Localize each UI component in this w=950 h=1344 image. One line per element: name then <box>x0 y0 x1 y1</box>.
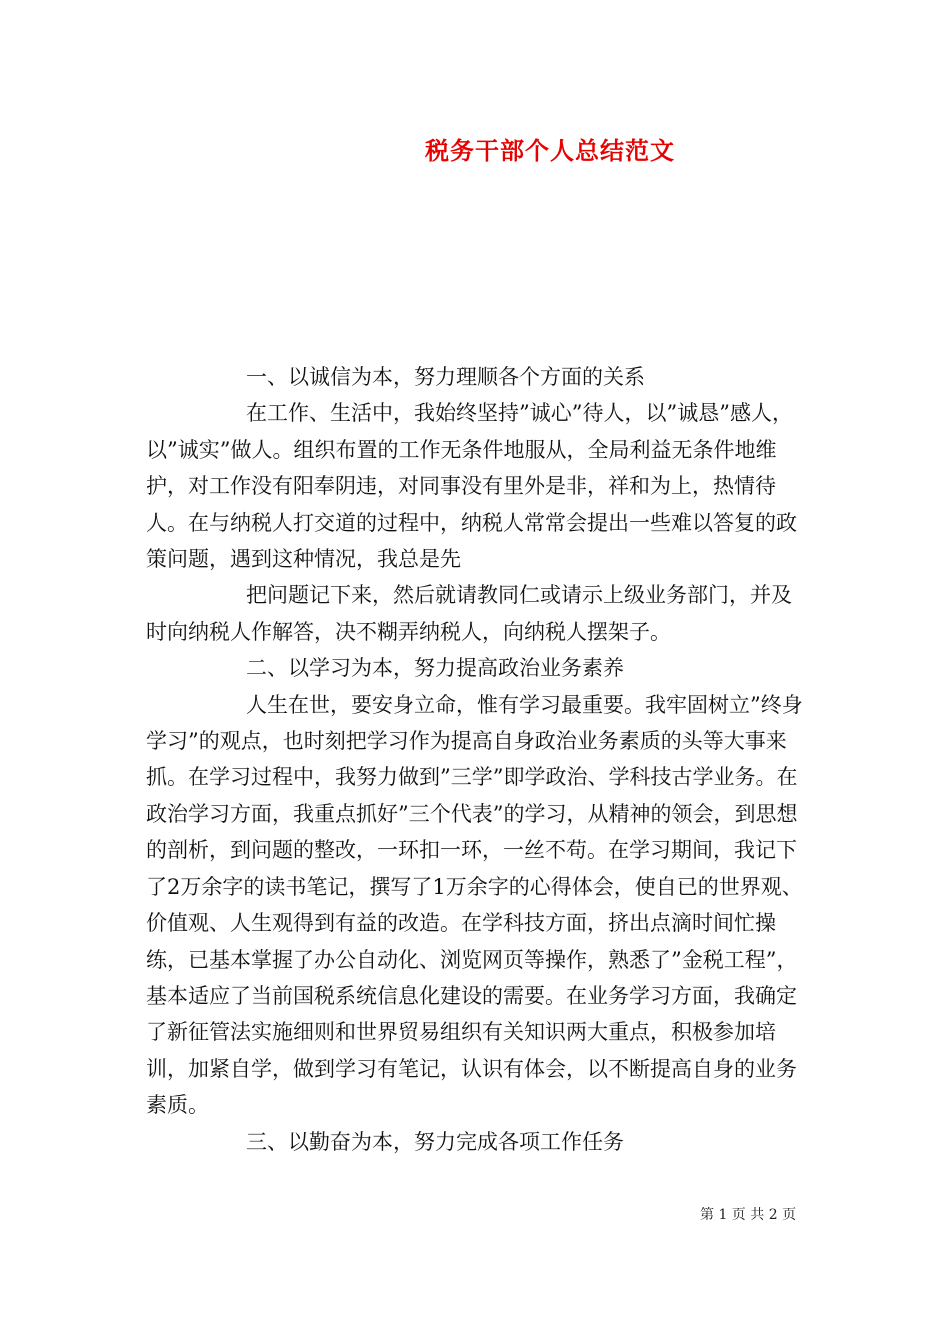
document-body <box>146 359 811 1160</box>
paragraph: 在工作、生活中，我始终坚持”诚心”待人，以”诚恳”感人，以”诚实”做人。组织布置的工作无条件地服从，全局利益无条件地维护，对工作没有阳奉阴违，对同事没有里外是非，祥和为上，热情待人。在与纳税人打交道的过程中，纳税人常常会提出一些难以答复的政策问题，遇到这种情况，我总是先 <box>146 401 797 572</box>
paragraph: 把问题记下来，然后就请教同仁或请示上级业务部门，并及时向纳税人作解答，决不糊弄纳税人，向纳税人摆架子。 <box>146 583 792 644</box>
paragraph: 人生在世，要安身立命，惟有学习最重要。我牢固树立”终身学习”的观点，也时刻把学习作为提高自身政治业务素质的头等大事来抓。在学习过程中，我努力做到”三学”即学政治、学科技古学业务。在政治学习方面，我重点抓好”三个代表”的学习，从精神的领会，到思想的剖析，到问题的整改，一环扣一环，一丝不苟。在学习期间，我记下了2万余字的读书笔记，撰写了1万余字的心得体会，使自已的世界观、价值观、人生观得到有益的改造。在学科技方面，挤出点滴时间忙操练，已基本掌握了办公自动化、浏览网页等操作，熟悉了”金税工程”，基本适应了当前国税系统信息化建设的需要。在业务学习方面，我确定了新征管法实施细则和世界贸易组织有关知识两大重点，积极参加培训，加紧自学，做到学习有笔记，认识有体会，以不断提高自身的业务素质。 <box>146 692 803 1118</box>
document-title: 税务干部个人总结范文 <box>425 136 675 165</box>
section-heading-2: 二、以学习为本，努力提高政治业务素养 <box>246 656 624 681</box>
section-heading-3: 三、以勤奋为本，努力完成各项工作任务 <box>246 1129 624 1154</box>
page-number-footer: 第 1 页 共 2 页 <box>700 1207 797 1223</box>
section-heading-1: 一、以诚信为本，努力理顺各个方面的关系 <box>246 365 645 389</box>
